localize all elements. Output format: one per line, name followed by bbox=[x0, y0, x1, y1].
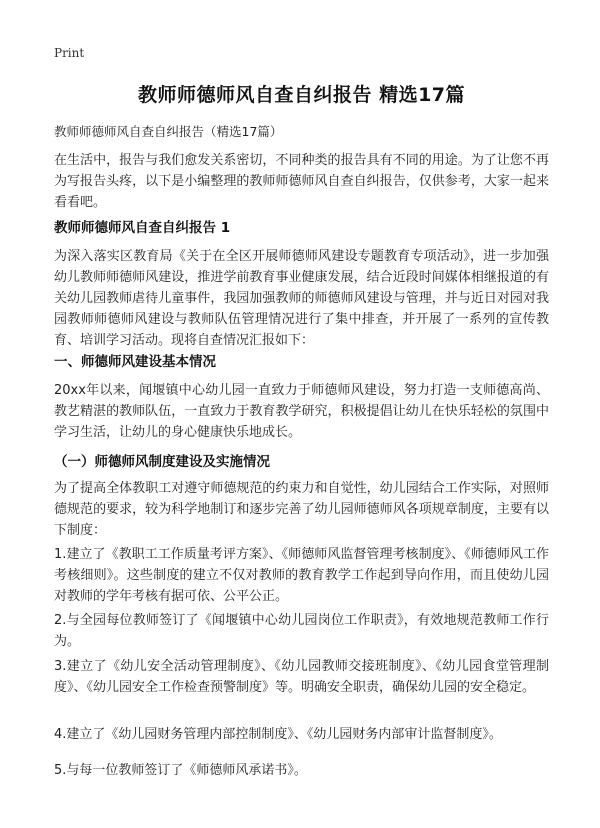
list-item-1: 1.建立了《教职工工作质量考评方案》、《师德师风监督管理考核制度》、《师德师风工作考核细则》。这些制度的建立不仅对教师的教育教学工作起到导向作用，而且使幼儿园对教师的学年考核有据可依、公平公正。 bbox=[54, 547, 549, 604]
page-title: 教师师德师风自查自纠报告 精选17篇 bbox=[137, 84, 466, 106]
list-item-4: 4.建立了《幼儿园财务管理内部控制制度》、《幼儿园财务内部审计监督制度》。 bbox=[54, 727, 502, 742]
list-item-3: 3.建立了《幼儿安全活动管理制度》、《幼儿园教师交接班制度》、《幼儿园食堂管理制度》、《幼儿园安全工作检查预警制度》等。明确安全职责，确保幼儿园的安全稳定。 bbox=[54, 659, 549, 695]
subsection-1-paragraph: 为了提高全体教职工对遵守师德规范的约束力和自觉性，幼儿园结合工作实际，对照师德规范的要求，较为科学地制订和逐步完善了幼儿园师德师风各项规章制度，主要有以下制度： bbox=[54, 481, 549, 538]
subsection-1-heading: （一）师德师风制度建设及实施情况 bbox=[54, 454, 270, 470]
part-1-paragraph: 20xx年以来，闻堰镇中心幼儿园一直致力于师德师风建设，努力打造一支师德高尚、教艺精湛的教师队伍，一直致力于教育教学研究，积极提倡让幼儿在快乐轻松的氛围中学习生活，让幼儿的身心健康快乐地成长。 bbox=[54, 383, 549, 440]
part-1-heading: 一、师德师风建设基本情况 bbox=[54, 354, 216, 370]
print-link[interactable]: Print bbox=[54, 46, 85, 60]
intro-paragraph: 在生活中，报告与我们愈发关系密切，不同种类的报告具有不同的用途。为了让您不再为写报告头疼，以下是小编整理的教师师德师风自查自纠报告，仅供参考，大家一起来看看吧。 bbox=[54, 153, 549, 210]
section-heading-report-1: 教师师德师风自查自纠报告 1 bbox=[54, 220, 231, 236]
list-item-5: 5.与每一位教师签订了《师德师风承诺书》。 bbox=[54, 763, 307, 778]
subtitle: 教师师德师风自查自纠报告（精选17篇） bbox=[54, 124, 283, 139]
list-item-2: 2.与全园每位教师签订了《闻堰镇中心幼儿园岗位工作职责》，有效地规范教师工作行为。 bbox=[54, 613, 549, 649]
section-1-paragraph: 为深入落实区教育局《关于在全区开展师德师风建设专题教育专项活动》，进一步加强幼儿教师师德师风建设，推进学前教育事业健康发展，结合近段时间媒体相继报道的有关幼儿园教师虐待儿童事件，我园加强教师的师德师风建设与管理，并与近日对园对我园教师师德师风建设与教师队伍管理情况进行了集中排查，并开展了一系列的宣传教育、培训学习活动。现将自查情况汇报如下： bbox=[54, 249, 549, 348]
